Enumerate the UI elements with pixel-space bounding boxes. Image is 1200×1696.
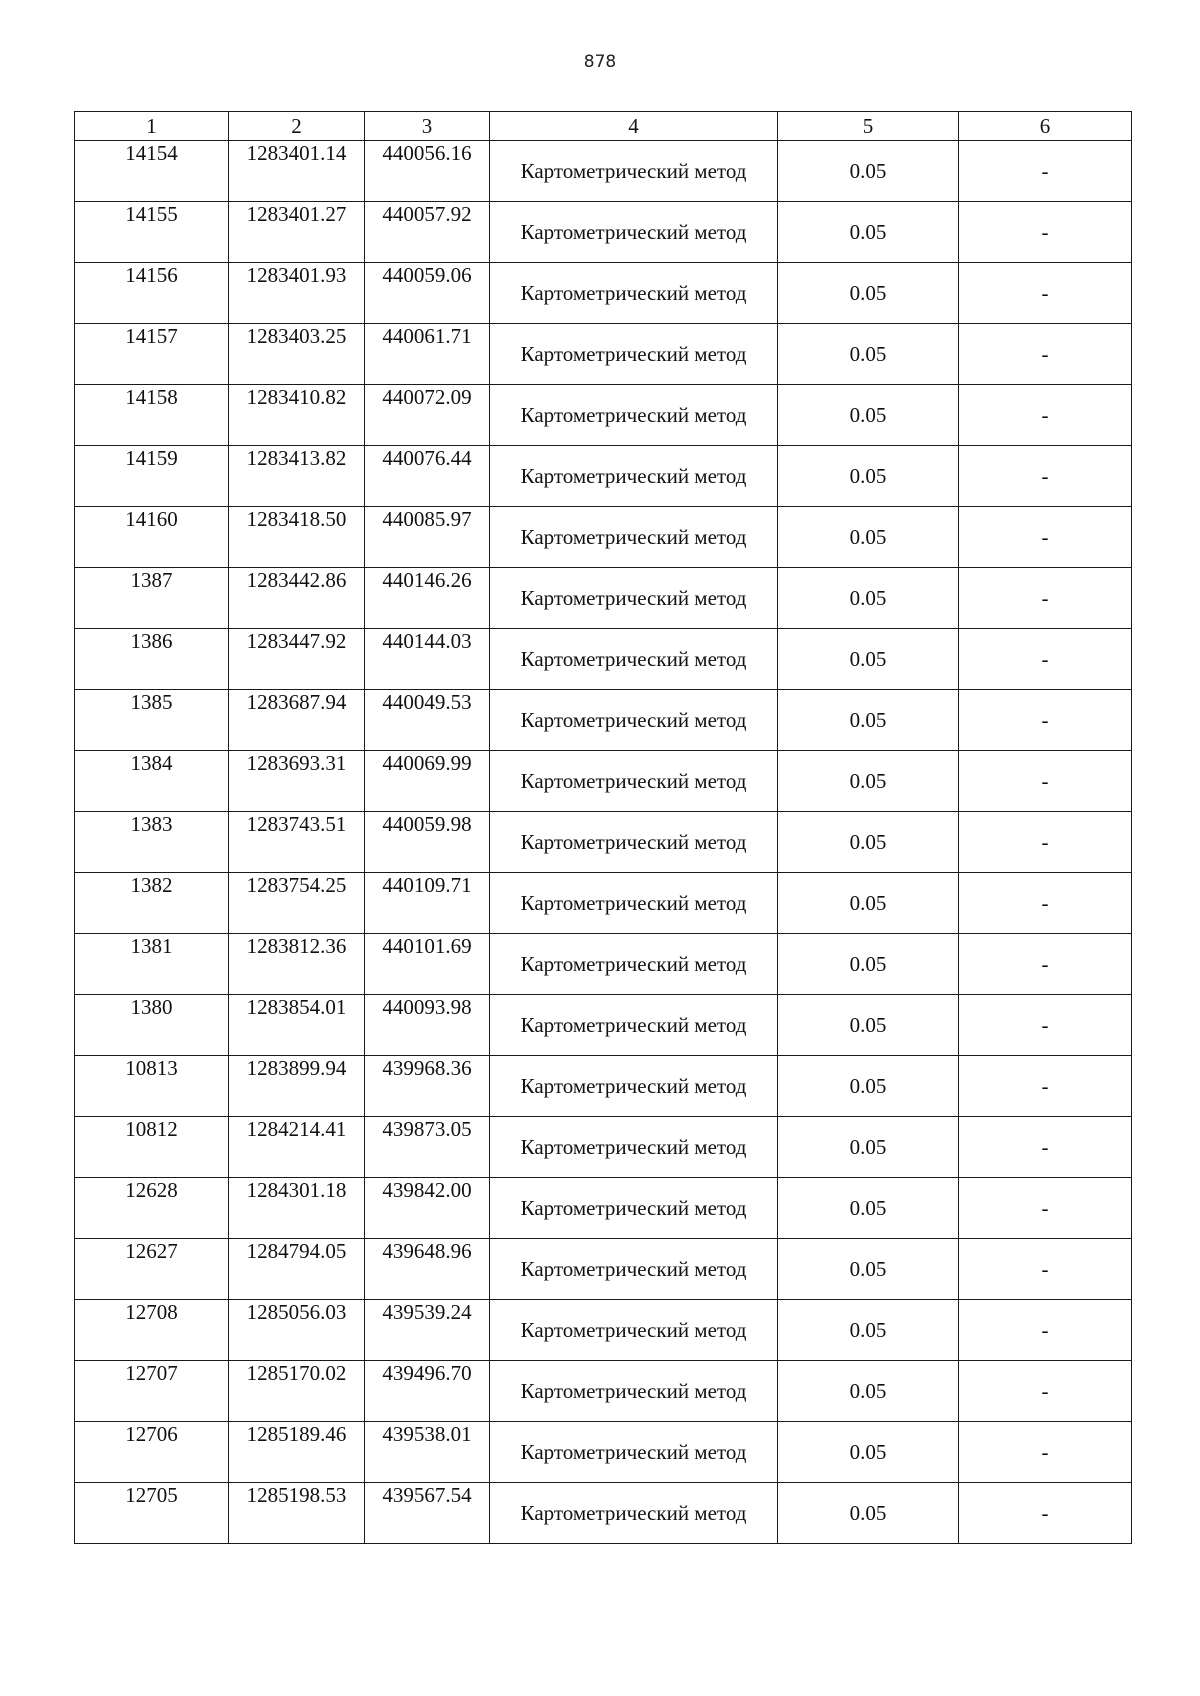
point-number-cell: 12707 (75, 1361, 229, 1422)
point-number-cell: 1387 (75, 568, 229, 629)
x-coordinate-cell: 1283693.31 (229, 751, 365, 812)
accuracy-cell: 0.05 (778, 568, 959, 629)
x-coordinate-cell: 1284794.05 (229, 1239, 365, 1300)
y-coordinate-cell: 440069.99 (365, 751, 490, 812)
y-coordinate-cell: 439968.36 (365, 1056, 490, 1117)
method-cell: Картометрический метод (490, 873, 778, 934)
note-cell: - (959, 1178, 1132, 1239)
point-number-cell: 12706 (75, 1422, 229, 1483)
y-coordinate-cell: 440076.44 (365, 446, 490, 507)
method-cell: Картометрический метод (490, 690, 778, 751)
accuracy-cell: 0.05 (778, 812, 959, 873)
y-coordinate-cell: 440101.69 (365, 934, 490, 995)
table-row (75, 812, 1132, 873)
accuracy-cell: 0.05 (778, 873, 959, 934)
note-cell: - (959, 751, 1132, 812)
x-coordinate-cell: 1285170.02 (229, 1361, 365, 1422)
table-row (75, 1056, 1132, 1117)
method-cell: Картометрический метод (490, 507, 778, 568)
note-cell: - (959, 690, 1132, 751)
x-coordinate-cell: 1283447.92 (229, 629, 365, 690)
y-coordinate-cell: 439873.05 (365, 1117, 490, 1178)
note-cell: - (959, 446, 1132, 507)
y-coordinate-cell: 440072.09 (365, 385, 490, 446)
column-header-3: 3 (365, 112, 490, 141)
x-coordinate-cell: 1283403.25 (229, 324, 365, 385)
x-coordinate-cell: 1285189.46 (229, 1422, 365, 1483)
table-row (75, 263, 1132, 324)
table-row (75, 1361, 1132, 1422)
x-coordinate-cell: 1284214.41 (229, 1117, 365, 1178)
accuracy-cell: 0.05 (778, 385, 959, 446)
accuracy-cell: 0.05 (778, 629, 959, 690)
accuracy-cell: 0.05 (778, 446, 959, 507)
column-header-2: 2 (229, 112, 365, 141)
table-row (75, 873, 1132, 934)
header-row (75, 112, 1132, 141)
point-number-cell: 10813 (75, 1056, 229, 1117)
method-cell: Картометрический метод (490, 1239, 778, 1300)
accuracy-cell: 0.05 (778, 751, 959, 812)
note-cell: - (959, 934, 1132, 995)
accuracy-cell: 0.05 (778, 1178, 959, 1239)
x-coordinate-cell: 1284301.18 (229, 1178, 365, 1239)
accuracy-cell: 0.05 (778, 1361, 959, 1422)
table-row (75, 141, 1132, 202)
note-cell: - (959, 202, 1132, 263)
table-row (75, 568, 1132, 629)
note-cell: - (959, 141, 1132, 202)
method-cell: Картометрический метод (490, 629, 778, 690)
note-cell: - (959, 568, 1132, 629)
x-coordinate-cell: 1285198.53 (229, 1483, 365, 1544)
method-cell: Картометрический метод (490, 1178, 778, 1239)
method-cell: Картометрический метод (490, 324, 778, 385)
method-cell: Картометрический метод (490, 1117, 778, 1178)
point-number-cell: 14159 (75, 446, 229, 507)
point-number-cell: 1380 (75, 995, 229, 1056)
x-coordinate-cell: 1283442.86 (229, 568, 365, 629)
method-cell: Картометрический метод (490, 1422, 778, 1483)
point-number-cell: 1381 (75, 934, 229, 995)
point-number-cell: 12705 (75, 1483, 229, 1544)
table-row (75, 507, 1132, 568)
point-number-cell: 14160 (75, 507, 229, 568)
table-row (75, 690, 1132, 751)
table-row (75, 324, 1132, 385)
note-cell: - (959, 1300, 1132, 1361)
point-number-cell: 12708 (75, 1300, 229, 1361)
method-cell: Картометрический метод (490, 446, 778, 507)
column-header-4: 4 (490, 112, 778, 141)
x-coordinate-cell: 1283743.51 (229, 812, 365, 873)
y-coordinate-cell: 440056.16 (365, 141, 490, 202)
point-number-cell: 10812 (75, 1117, 229, 1178)
note-cell: - (959, 995, 1132, 1056)
accuracy-cell: 0.05 (778, 1422, 959, 1483)
point-number-cell: 14156 (75, 263, 229, 324)
note-cell: - (959, 812, 1132, 873)
method-cell: Картометрический метод (490, 141, 778, 202)
point-number-cell: 14155 (75, 202, 229, 263)
accuracy-cell: 0.05 (778, 202, 959, 263)
x-coordinate-cell: 1283413.82 (229, 446, 365, 507)
column-header-5: 5 (778, 112, 959, 141)
y-coordinate-cell: 439496.70 (365, 1361, 490, 1422)
method-cell: Картометрический метод (490, 202, 778, 263)
y-coordinate-cell: 439842.00 (365, 1178, 490, 1239)
method-cell: Картометрический метод (490, 263, 778, 324)
column-header-6: 6 (959, 112, 1132, 141)
x-coordinate-cell: 1283854.01 (229, 995, 365, 1056)
accuracy-cell: 0.05 (778, 1117, 959, 1178)
note-cell: - (959, 263, 1132, 324)
column-header-1: 1 (75, 112, 229, 141)
y-coordinate-cell: 440144.03 (365, 629, 490, 690)
x-coordinate-cell: 1283401.93 (229, 263, 365, 324)
table-row (75, 1117, 1132, 1178)
method-cell: Картометрический метод (490, 995, 778, 1056)
point-number-cell: 12627 (75, 1239, 229, 1300)
note-cell: - (959, 1117, 1132, 1178)
y-coordinate-cell: 440059.98 (365, 812, 490, 873)
note-cell: - (959, 385, 1132, 446)
method-cell: Картометрический метод (490, 934, 778, 995)
table-row (75, 1300, 1132, 1361)
method-cell: Картометрический метод (490, 1300, 778, 1361)
accuracy-cell: 0.05 (778, 690, 959, 751)
page-number: 878 (583, 52, 617, 72)
x-coordinate-cell: 1283418.50 (229, 507, 365, 568)
note-cell: - (959, 1361, 1132, 1422)
y-coordinate-cell: 440061.71 (365, 324, 490, 385)
note-cell: - (959, 1422, 1132, 1483)
table-row (75, 1239, 1132, 1300)
accuracy-cell: 0.05 (778, 1239, 959, 1300)
y-coordinate-cell: 440059.06 (365, 263, 490, 324)
y-coordinate-cell: 440093.98 (365, 995, 490, 1056)
accuracy-cell: 0.05 (778, 324, 959, 385)
note-cell: - (959, 1239, 1132, 1300)
method-cell: Картометрический метод (490, 812, 778, 873)
table-row (75, 202, 1132, 263)
point-number-cell: 14154 (75, 141, 229, 202)
x-coordinate-cell: 1283410.82 (229, 385, 365, 446)
x-coordinate-cell: 1283687.94 (229, 690, 365, 751)
point-number-cell: 1385 (75, 690, 229, 751)
point-number-cell: 1386 (75, 629, 229, 690)
x-coordinate-cell: 1283812.36 (229, 934, 365, 995)
note-cell: - (959, 873, 1132, 934)
point-number-cell: 1383 (75, 812, 229, 873)
y-coordinate-cell: 439539.24 (365, 1300, 490, 1361)
accuracy-cell: 0.05 (778, 995, 959, 1056)
table-row (75, 934, 1132, 995)
table-row (75, 385, 1132, 446)
y-coordinate-cell: 440085.97 (365, 507, 490, 568)
table-row (75, 446, 1132, 507)
y-coordinate-cell: 440146.26 (365, 568, 490, 629)
table-row (75, 751, 1132, 812)
point-number-cell: 14157 (75, 324, 229, 385)
note-cell: - (959, 507, 1132, 568)
accuracy-cell: 0.05 (778, 263, 959, 324)
method-cell: Картометрический метод (490, 1056, 778, 1117)
point-number-cell: 1384 (75, 751, 229, 812)
coordinates-table (74, 111, 1132, 1544)
accuracy-cell: 0.05 (778, 1300, 959, 1361)
note-cell: - (959, 324, 1132, 385)
note-cell: - (959, 629, 1132, 690)
table-body (75, 141, 1132, 1544)
method-cell: Картометрический метод (490, 385, 778, 446)
point-number-cell: 1382 (75, 873, 229, 934)
point-number-cell: 14158 (75, 385, 229, 446)
note-cell: - (959, 1483, 1132, 1544)
y-coordinate-cell: 440109.71 (365, 873, 490, 934)
x-coordinate-cell: 1283899.94 (229, 1056, 365, 1117)
accuracy-cell: 0.05 (778, 934, 959, 995)
method-cell: Картометрический метод (490, 568, 778, 629)
y-coordinate-cell: 440057.92 (365, 202, 490, 263)
accuracy-cell: 0.05 (778, 1483, 959, 1544)
accuracy-cell: 0.05 (778, 141, 959, 202)
x-coordinate-cell: 1283401.27 (229, 202, 365, 263)
method-cell: Картометрический метод (490, 751, 778, 812)
accuracy-cell: 0.05 (778, 507, 959, 568)
method-cell: Картометрический метод (490, 1483, 778, 1544)
accuracy-cell: 0.05 (778, 1056, 959, 1117)
table-row (75, 1422, 1132, 1483)
method-cell: Картометрический метод (490, 1361, 778, 1422)
table-row (75, 629, 1132, 690)
note-cell: - (959, 1056, 1132, 1117)
x-coordinate-cell: 1285056.03 (229, 1300, 365, 1361)
point-number-cell: 12628 (75, 1178, 229, 1239)
y-coordinate-cell: 440049.53 (365, 690, 490, 751)
y-coordinate-cell: 439648.96 (365, 1239, 490, 1300)
y-coordinate-cell: 439567.54 (365, 1483, 490, 1544)
y-coordinate-cell: 439538.01 (365, 1422, 490, 1483)
x-coordinate-cell: 1283754.25 (229, 873, 365, 934)
x-coordinate-cell: 1283401.14 (229, 141, 365, 202)
table-row (75, 995, 1132, 1056)
table-row (75, 1178, 1132, 1239)
table-row (75, 1483, 1132, 1544)
